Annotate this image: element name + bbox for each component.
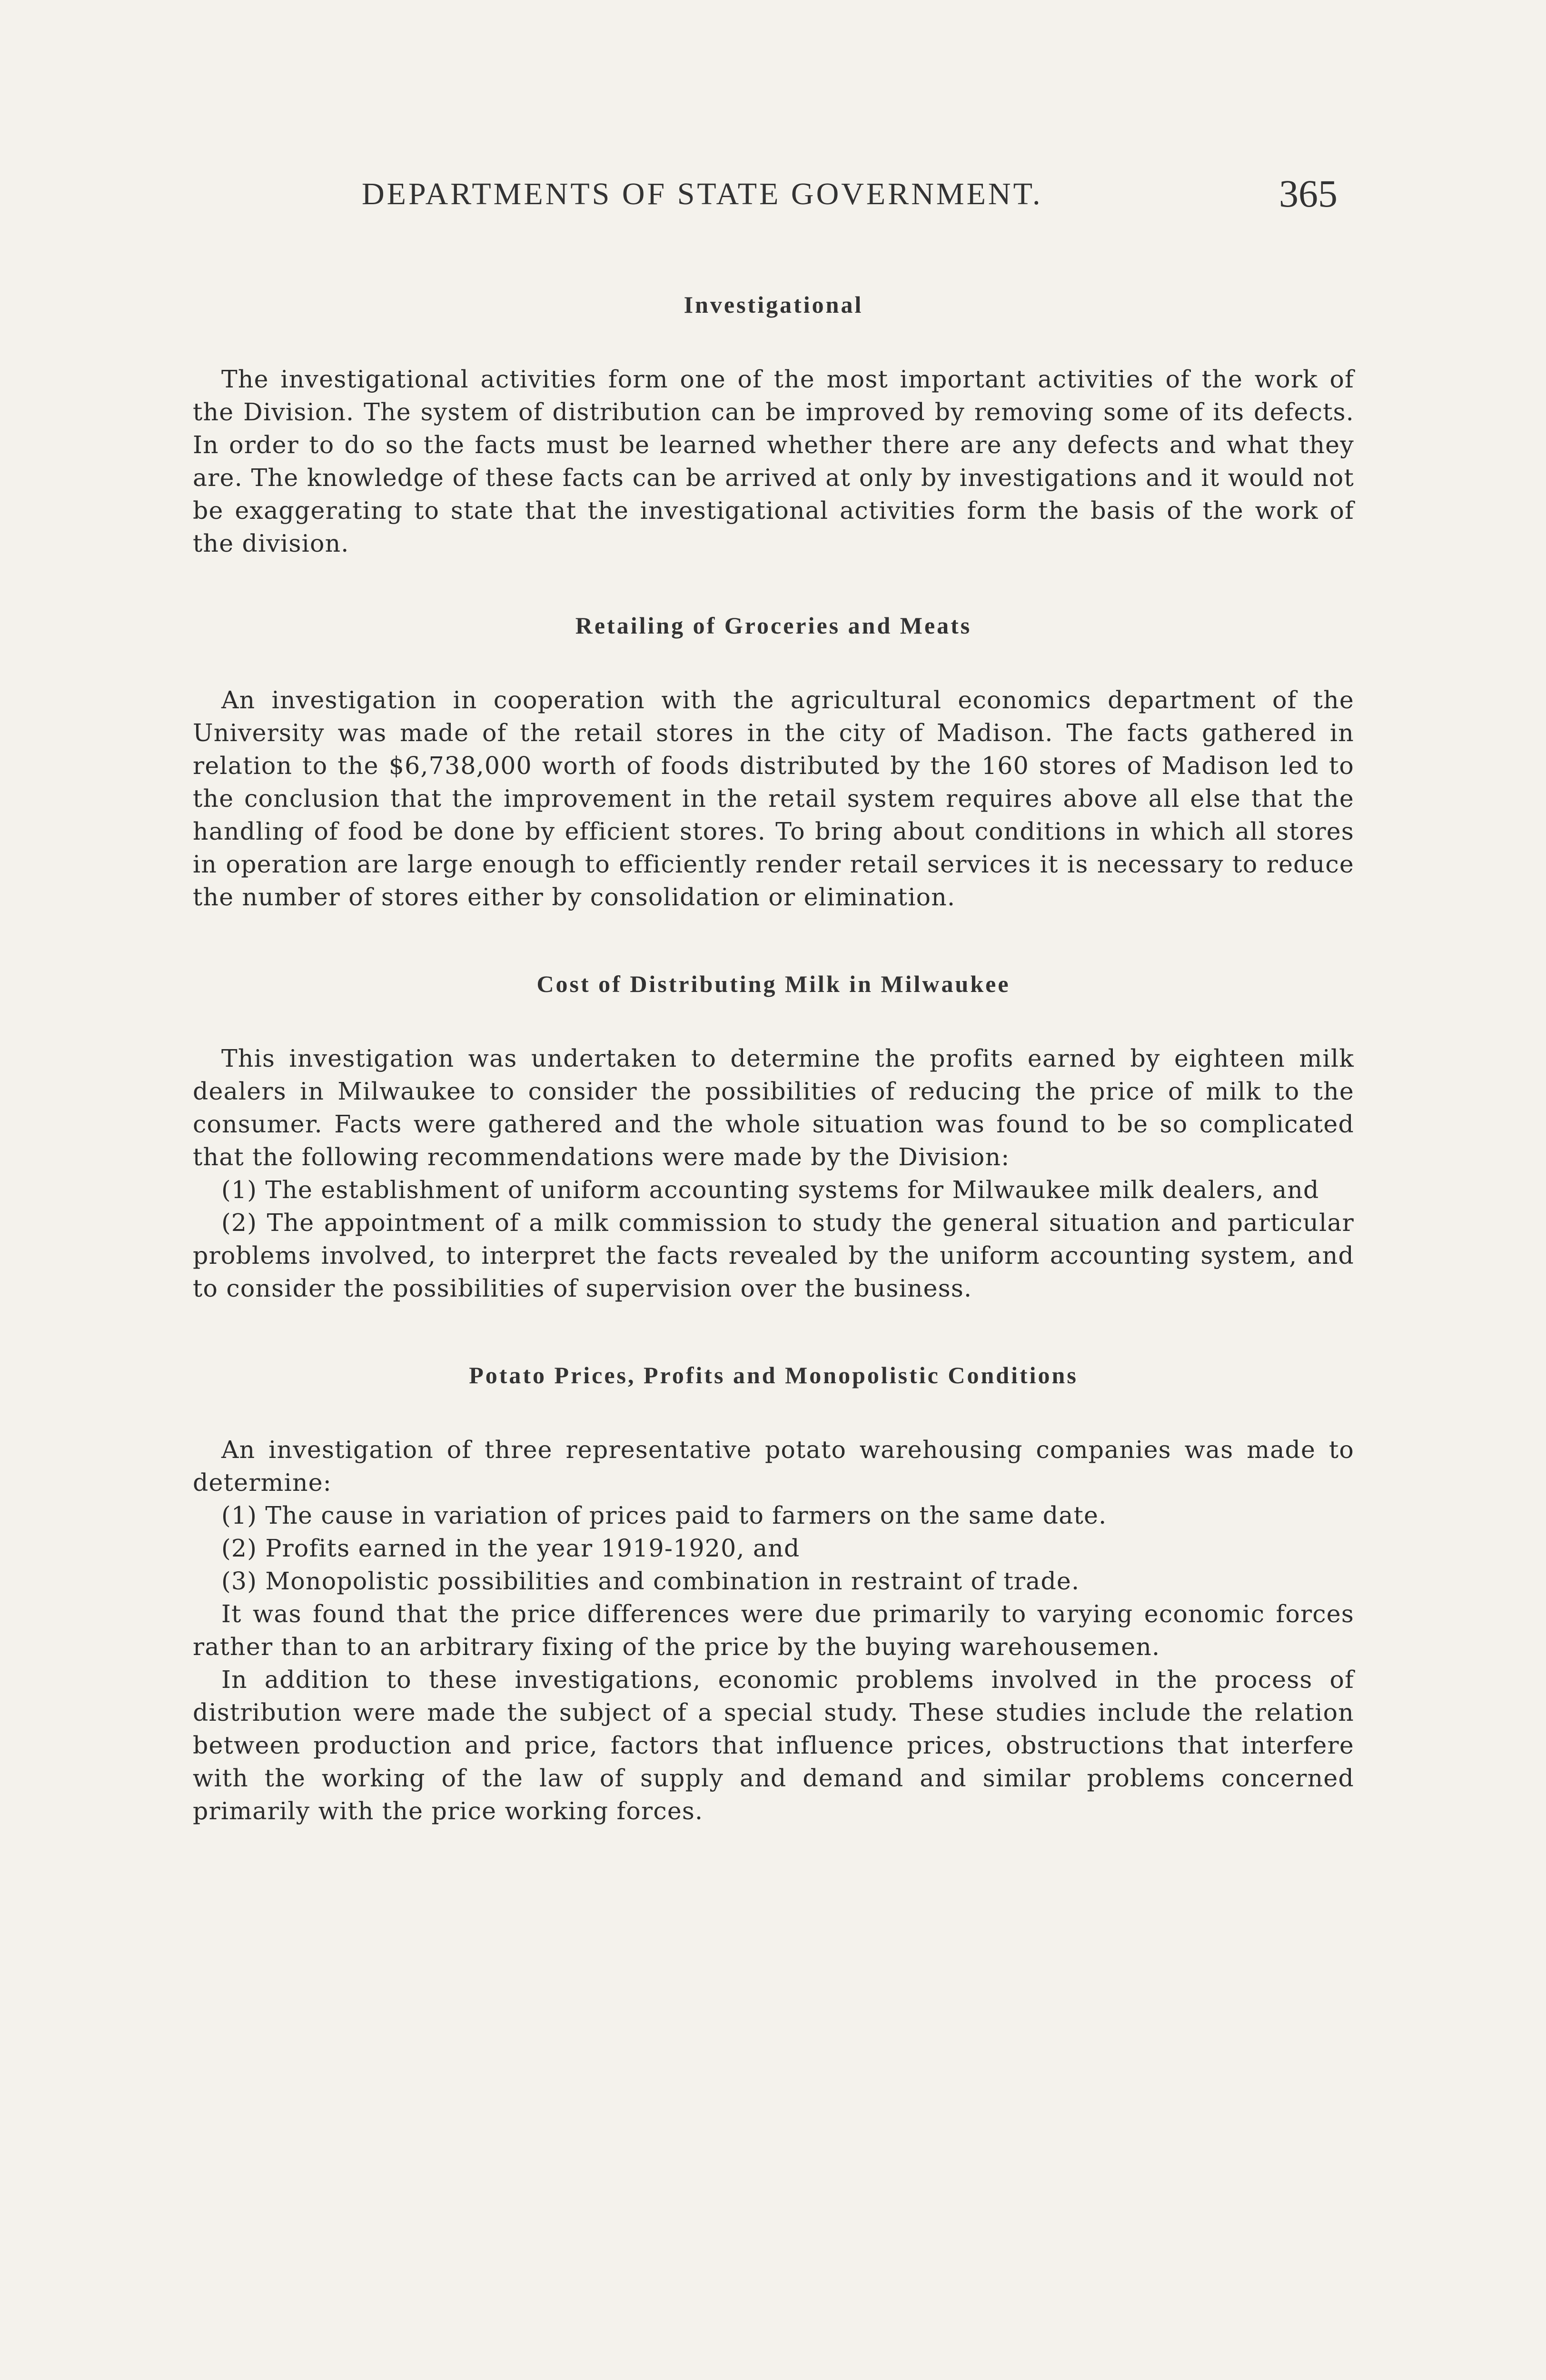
paragraph: The investigational activities form one of the most important activities of the work of the Division. The system of distribution can be improved by removing some of its defects. In order to do so the facts must be learned whether there are any defects and what they are. The knowledge of these facts can be arrived at only by investigations and it would not be exaggerating to state that the investigational activities form the basis of the work of the division. xyxy=(193,365,1354,557)
section-investigational xyxy=(193,290,1354,560)
page-body xyxy=(193,290,1354,1827)
list-item: (3) Monopolistic possibilities and combination in restraint of trade. xyxy=(221,1567,1080,1595)
page-number: 365 xyxy=(1279,172,1338,215)
running-head xyxy=(362,172,1338,219)
paragraph: It was found that the price differences were due primarily to varying economic forces rather than to an arbitrary fixing of the price by the buying warehousemen. xyxy=(193,1600,1354,1661)
section-milk-distribution xyxy=(193,970,1354,1305)
paragraph: An investigation of three representative potato warehousing companies was made to determine: xyxy=(193,1436,1354,1497)
section-heading: Cost of Distributing Milk in Milwaukee xyxy=(536,971,1011,997)
section-retailing xyxy=(193,611,1354,913)
list-item: (2) The appointment of a milk commission to study the general situation and particular problems involved, to interpret the facts revealed by the uniform accounting system, and to consider the possibilities of supervision over the business. xyxy=(193,1209,1354,1302)
section-heading: Investigational xyxy=(684,291,863,318)
paragraph: An investigation in cooperation with the agricultural economics department of the University was made of the retail stores in the city of Madison. The facts gathered in relation to the $6,738,000 worth of foods distributed by the 160 stores of Madison led to the conclusion that the improvement in the retail system requires above all else that the handling of food be done by efficient stores. To bring about conditions in which all stores in operation are large enough to efficiently render retail services it is necessary to reduce the number of stores either by consolidation or elimination. xyxy=(193,686,1354,911)
paragraph: This investigation was undertaken to determine the profits earned by eighteen milk dealers in Milwaukee to consider the possibilities of reducing the price of milk to the consumer. Facts were gathered and the whole situation was found to be so complicated that the following recommendations were made by the Division: xyxy=(193,1044,1354,1171)
list-item: (2) Profits earned in the year 1919-1920, and xyxy=(221,1534,800,1562)
section-potato-prices xyxy=(193,1361,1354,1827)
section-heading: Potato Prices, Profits and Monopolistic Conditions xyxy=(469,1362,1078,1388)
list-item: (1) The establishment of uniform accounting systems for Milwaukee milk dealers, and xyxy=(221,1176,1319,1204)
list-item: (1) The cause in variation of prices paid to farmers on the same date. xyxy=(221,1501,1107,1529)
paragraph: In addition to these investigations, economic problems involved in the process of distribution were made the subject of a special study. These studies include the relation between production and price, factors that influence prices, obstructions that interfere with the working of the law of supply and demand and similar problems concerned primarily with the price working forces. xyxy=(193,1666,1354,1825)
running-title: DEPARTMENTS OF STATE GOVERNMENT. xyxy=(362,177,1043,211)
section-heading: Retailing of Groceries and Meats xyxy=(575,612,972,639)
